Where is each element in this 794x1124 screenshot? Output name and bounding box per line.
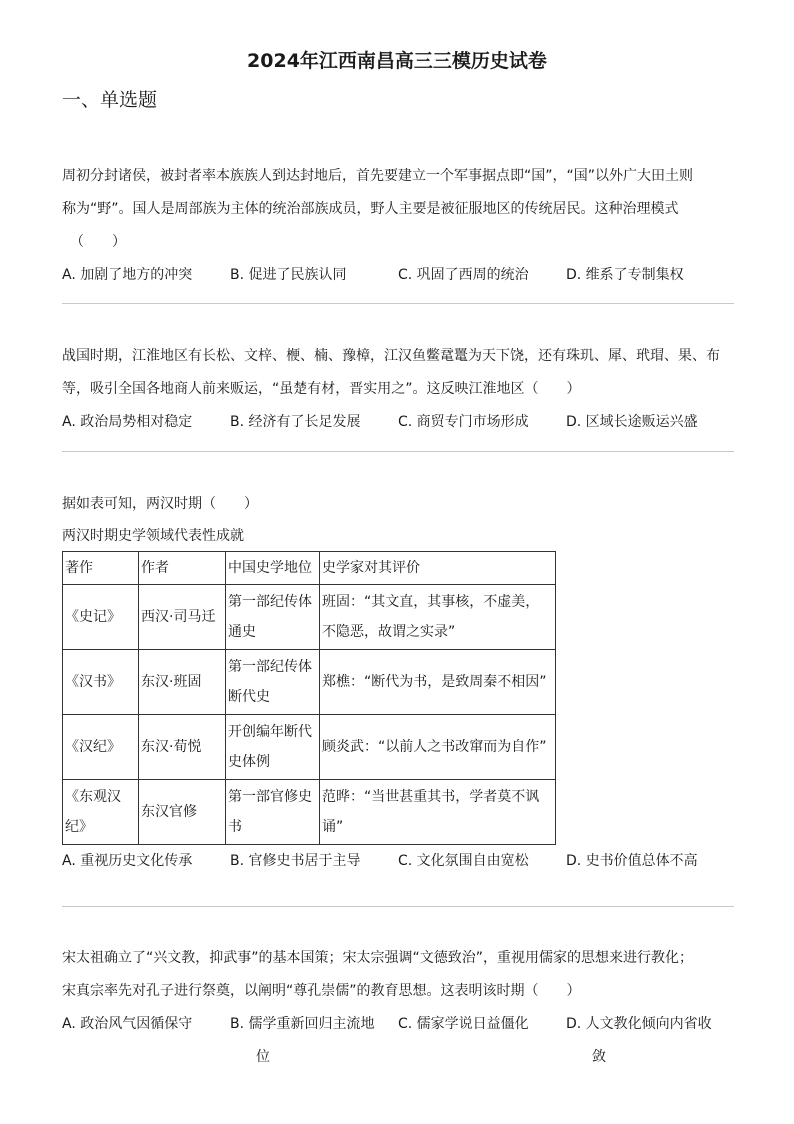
table-cell: 郑樵：“断代为书，是致周秦不相因” xyxy=(320,650,556,715)
option-d-line-1: D. 人文教化倾向内省收 xyxy=(566,1016,712,1032)
table-cell: 开创编年断代史体例 xyxy=(226,715,320,780)
question-1-stem-line-2: 称为“野”。国人是周部族为主体的统治部族成员，野人主要是被征服地区的传统居民。这种治理模式 xyxy=(62,201,679,217)
question-2-stem-line-2: 等，吸引全国各地商人前来贩运，“虽楚有材，晋实用之”。这反映江淮地区（ ） xyxy=(62,381,581,397)
question-4-options xyxy=(62,1008,734,1074)
divider xyxy=(62,451,734,452)
table-cell: 东汉·荀悦 xyxy=(139,715,226,780)
question-4-stem-line-2: 宋真宗率先对孔子进行祭奠，以阐明“尊孔崇儒”的教育思想。这表明该时期（ ） xyxy=(62,983,581,999)
option-a[interactable]: A. 政治局势相对稳定 xyxy=(62,414,193,430)
table-cell: 第一部纪传体通史 xyxy=(226,585,320,650)
option-b[interactable] xyxy=(230,1008,375,1074)
table-cell: 《汉纪》 xyxy=(63,715,139,780)
table-row xyxy=(63,585,556,650)
question-1-options xyxy=(62,259,734,292)
table-header-cell: 著作 xyxy=(63,552,139,585)
table-cell: 《史记》 xyxy=(63,585,139,650)
table-row xyxy=(63,780,556,845)
option-c[interactable]: C. 文化氛围自由宽松 xyxy=(398,853,529,869)
option-a[interactable]: A. 重视历史文化传承 xyxy=(62,853,193,869)
option-b[interactable]: B. 官修史书居于主导 xyxy=(230,853,361,869)
table-cell: 第一部纪传体断代史 xyxy=(226,650,320,715)
table-header-cell: 作者 xyxy=(139,552,226,585)
divider xyxy=(62,303,734,304)
exam-title: 2024年江西南昌高三三模历史试卷 xyxy=(247,50,547,72)
option-b-line-1: B. 儒学重新回归主流地 xyxy=(230,1016,375,1032)
question-3-options xyxy=(62,845,734,878)
table-cell: 西汉·司马迁 xyxy=(139,585,226,650)
question-2-options xyxy=(62,406,734,439)
table-cell: 东汉官修 xyxy=(139,780,226,845)
table-header-row xyxy=(63,552,556,585)
table-cell: 《汉书》 xyxy=(63,650,139,715)
question-3-stem: 据如表可知，两汉时期（ ） xyxy=(62,496,258,512)
option-b-line-2: 位 xyxy=(256,1049,270,1065)
table-row xyxy=(63,650,556,715)
table-cell: 东汉·班固 xyxy=(139,650,226,715)
option-b[interactable]: B. 经济有了长足发展 xyxy=(230,414,361,430)
option-d[interactable]: D. 史书价值总体不高 xyxy=(566,853,698,869)
table-cell: 第一部官修史书 xyxy=(226,780,320,845)
question-1 xyxy=(62,160,734,292)
history-table xyxy=(62,551,556,845)
section-heading: 一、单选题 xyxy=(62,89,158,111)
table-caption: 两汉时期史学领域代表性成就 xyxy=(62,528,244,544)
question-3 xyxy=(62,488,734,878)
table-cell: 班固：“其文直，其事核，不虚美，不隐恶，故谓之实录” xyxy=(320,585,556,650)
table-row xyxy=(63,715,556,780)
option-c[interactable]: C. 儒家学说日益僵化 xyxy=(398,1016,529,1032)
question-1-answer-blank: （ ） xyxy=(70,234,126,250)
option-d[interactable]: D. 区域长途贩运兴盛 xyxy=(566,414,698,430)
option-a[interactable]: A. 政治风气因循保守 xyxy=(62,1016,193,1032)
option-c[interactable]: C. 商贸专门市场形成 xyxy=(398,414,529,430)
question-2-stem-line-1: 战国时期，江淮地区有长松、文梓、楩、楠、豫樟，江汉鱼鳖鼋鼍为天下饶，还有珠玑、犀、玳瑁、果、布 xyxy=(62,348,720,364)
option-d-line-2: 敛 xyxy=(592,1049,606,1065)
option-a[interactable]: A. 加剧了地方的冲突 xyxy=(62,267,193,283)
table-cell: 顾炎武：“以前人之书改窜而为自作” xyxy=(320,715,556,780)
question-4-stem-line-1: 宋太祖确立了“兴文教，抑武事”的基本国策；宋太宗强调“文德致治”，重视用儒家的思想来进行教化； xyxy=(62,950,694,966)
option-c[interactable]: C. 巩固了西周的统治 xyxy=(398,267,529,283)
question-1-stem-line-1: 周初分封诸侯，被封者率本族族人到达封地后，首先要建立一个军事据点即“国”，“国”以外广大田土则 xyxy=(62,168,694,184)
divider xyxy=(62,906,734,907)
question-2 xyxy=(62,340,734,439)
option-d[interactable] xyxy=(566,1008,712,1074)
table-cell: 《东观汉纪》 xyxy=(63,780,139,845)
table-cell: 范晔：“当世甚重其书，学者莫不讽诵” xyxy=(320,780,556,845)
table-header-cell: 中国史学地位 xyxy=(226,552,320,585)
option-d[interactable]: D. 维系了专制集权 xyxy=(566,267,684,283)
question-4 xyxy=(62,942,734,1074)
table-header-cell: 史学家对其评价 xyxy=(320,552,556,585)
option-b[interactable]: B. 促进了民族认同 xyxy=(230,267,347,283)
